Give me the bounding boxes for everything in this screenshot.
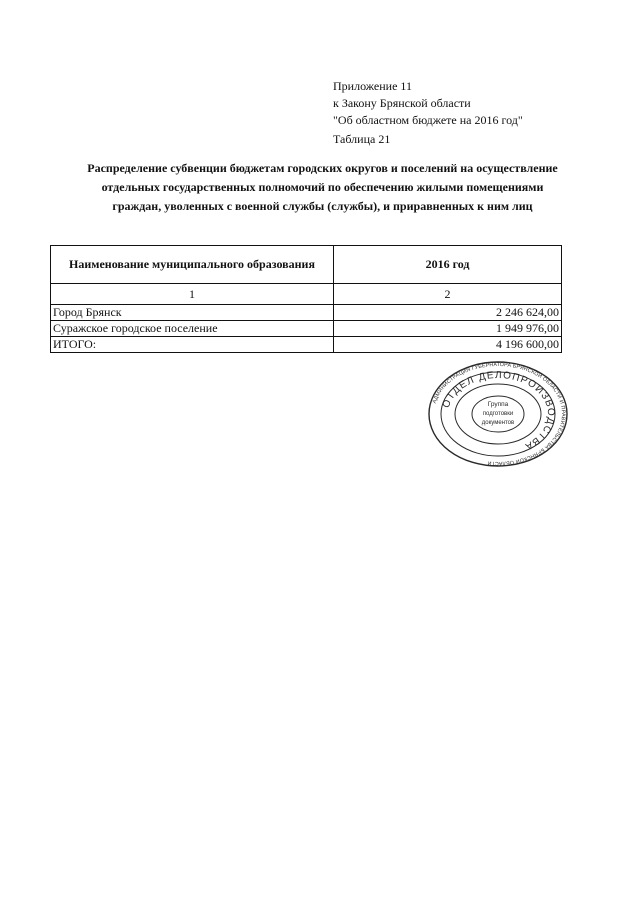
table-header-row	[51, 246, 562, 284]
stamp-center-line-2: подготовки	[482, 411, 514, 417]
table-row	[51, 305, 562, 321]
appendix-line-1: Приложение 11	[333, 79, 412, 93]
total-row	[51, 337, 562, 353]
header-year: 2016 год	[334, 246, 562, 284]
appendix-block	[333, 78, 523, 148]
official-stamp-icon	[427, 360, 569, 468]
stamp-outer-text: АДМИНИСТРАЦИЯ ГУБЕРНАТОРА БРЯНСКОЙ ОБЛАСТИ И ПРАВИТЕЛЬСТВА БРЯНСКОЙ ОБЛАСТИ	[431, 361, 567, 467]
row-name: Город Брянск	[51, 305, 334, 321]
column-number-row	[51, 284, 562, 305]
distribution-table	[50, 245, 562, 353]
table-row	[51, 321, 562, 337]
document-title	[40, 159, 605, 216]
row-value: 2 246 624,00	[334, 305, 562, 321]
stamp-ring-text: ОТДЕЛ ДЕЛОПРОИЗВОДСТВА	[440, 369, 557, 453]
row-value: 1 949 976,00	[334, 321, 562, 337]
total-label: ИТОГО:	[51, 337, 334, 353]
title-line-1: Распределение субвенции бюджетам городских округов и поселений на осуществление	[87, 161, 558, 175]
column-number-2: 2	[334, 284, 562, 305]
table-number: Таблица 21	[333, 132, 391, 146]
stamp-center-line-1: Группа	[487, 401, 509, 408]
title-line-3: граждан, уволенных с военной службы (службы), и приравненных к ним лиц	[112, 199, 533, 213]
appendix-line-3: "Об областном бюджете на 2016 год"	[333, 113, 523, 127]
appendix-line-2: к Закону Брянской области	[333, 96, 471, 110]
stamp-center-line-3: документов	[481, 420, 515, 426]
header-municipality: Наименование муниципального образования	[51, 246, 334, 284]
total-value: 4 196 600,00	[334, 337, 562, 353]
column-number-1: 1	[51, 284, 334, 305]
row-name: Суражское городское поселение	[51, 321, 334, 337]
title-line-2: отдельных государственных полномочий по обеспечению жилыми помещениями	[101, 180, 544, 194]
